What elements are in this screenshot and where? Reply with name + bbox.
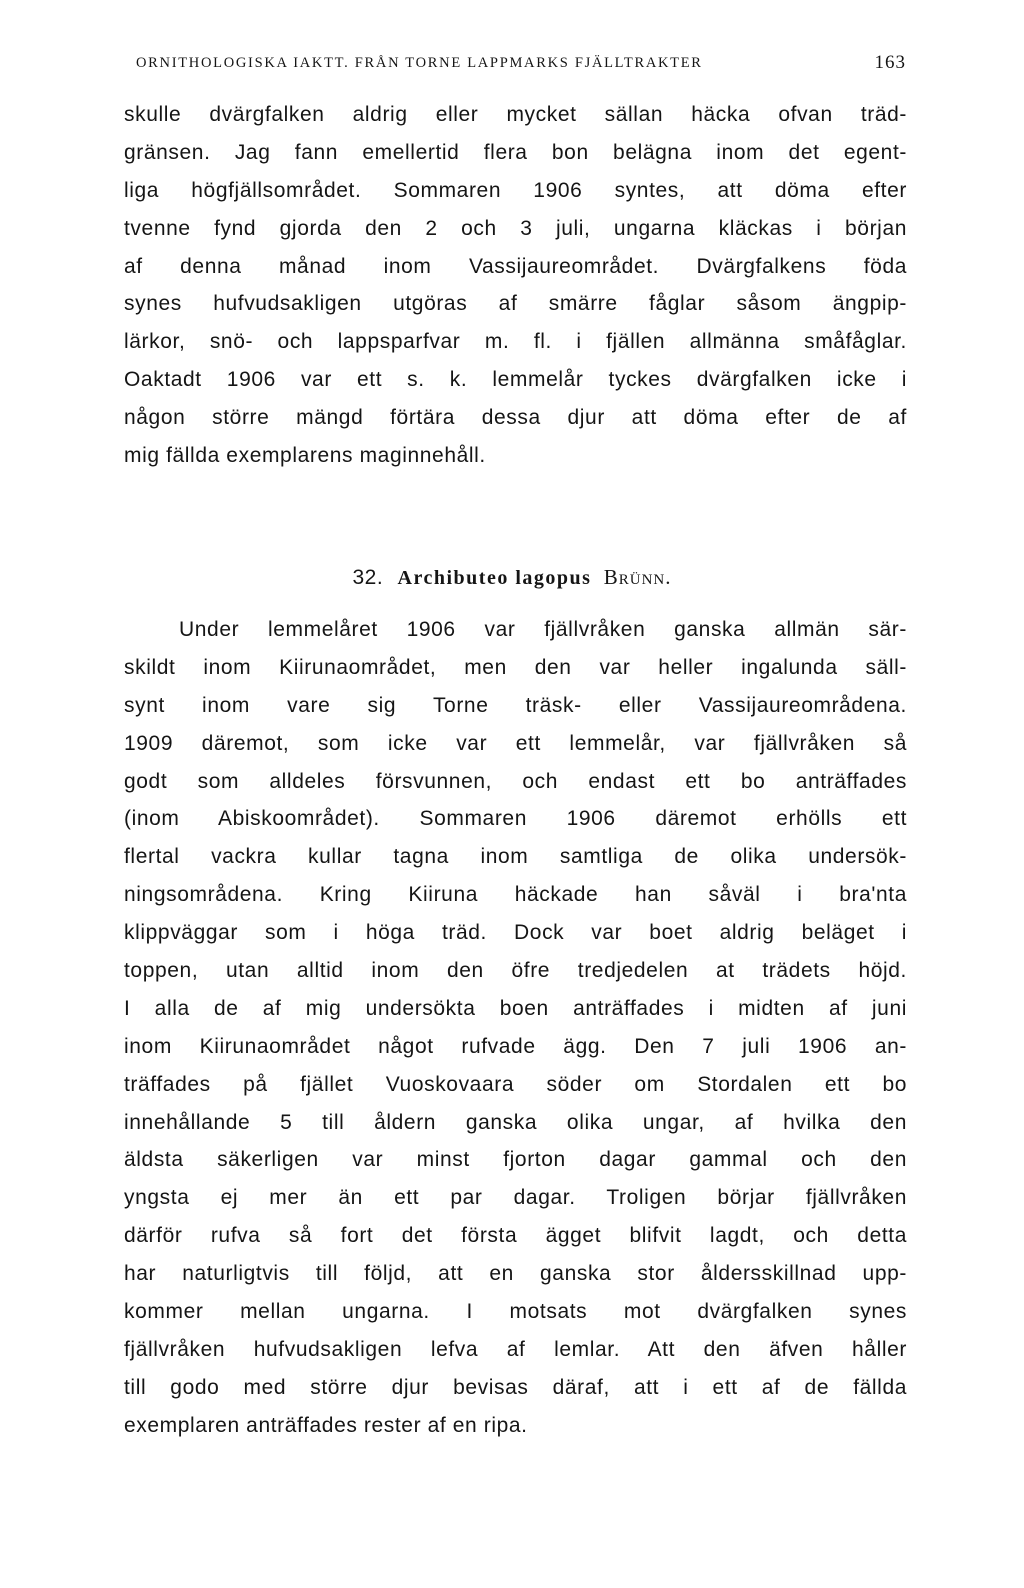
text-line: lärkor, snö- och lappsparfvar m. fl. i fjällen allmänna småfåglar. <box>124 330 907 354</box>
text-line: I alla de af mig undersökta boen anträffades i midten af juni <box>124 996 907 1020</box>
text-line: godt som alldeles försvunnen, och endast ett bo anträffades <box>124 769 907 793</box>
text-line: ningsområdena. Kring Kiiruna häckade han såväl i bra'nta <box>124 883 907 907</box>
text-line: skildt inom Kiirunaområdet, men den var heller ingalunda säll- <box>124 655 907 679</box>
text-line: flertal vackra kullar tagna inom samtliga de olika undersök- <box>124 845 907 869</box>
page-number: 163 <box>874 52 906 73</box>
section-heading <box>0 557 1024 597</box>
text-line: kommer mellan ungarna. I motsats mot dvärgfalken synes <box>124 1300 907 1324</box>
text-line: har naturligtvis till följd, att en ganska stor åldersskillnad upp- <box>124 1262 907 1286</box>
text-line: yngsta ej mer än ett par dagar. Troligen börjar fjällvråken <box>124 1186 907 1210</box>
text-line: äldsta säkerligen var minst fjorton dagar gammal och den <box>124 1148 907 1172</box>
text-line: synt inom vare sig Torne träsk- eller Vassijaureområdena. <box>124 693 907 717</box>
text-line: 1909 däremot, som icke var ett lemmelår, var fjällvråken så <box>124 731 907 755</box>
species-name: Archibuteo lagopus <box>397 567 592 589</box>
text-line: någon större mängd förtära dessa djur att döma efter de af <box>124 406 907 430</box>
text-line: innehållande 5 till åldern ganska olika ungar, af hvilka den <box>124 1110 907 1134</box>
text-line: träffades på fjället Vuoskovaara söder om Stordalen ett bo <box>124 1072 907 1096</box>
paragraph-fjallvraken <box>124 611 907 1445</box>
text-line: Under lemmelåret 1906 var fjällvråken ganska allmän sär- <box>179 618 907 641</box>
text-line: synes hufvudsakligen utgöras af smärre fåglar såsom ängpip- <box>124 292 907 316</box>
text-line: Oaktadt 1906 var ett s. k. lemmelår tyckes dvärgfalken icke i <box>124 368 907 392</box>
text-line: inom Kiirunaområdet något rufvade ägg. Den 7 juli 1906 an- <box>124 1034 907 1058</box>
running-head <box>136 52 906 74</box>
species-author: Brünn. <box>603 565 672 589</box>
text-line: exemplaren anträffades rester af en ripa. <box>124 1413 528 1437</box>
paragraph-dvargfalken <box>124 96 907 475</box>
text-line: till godo med större djur bevisas däraf, att i ett af de fällda <box>124 1375 907 1399</box>
text-line: skulle dvärgfalken aldrig eller mycket sällan häcka ofvan träd- <box>124 103 907 126</box>
running-head-title: ORNITHOLOGISKA IAKTT. FRÅN TORNE LAPPMARKS FJÄLLTRAKTER <box>136 55 703 71</box>
section-number: 32. <box>352 566 384 589</box>
text-line: (inom Abiskoområdet). Sommaren 1906 däremot erhölls ett <box>124 807 907 831</box>
text-line: därför rufva så fort det första ägget blifvit lagdt, och detta <box>124 1224 907 1248</box>
text-line: tvenne fynd gjorda den 2 och 3 juli, ungarna kläckas i början <box>124 216 907 240</box>
text-line: gränsen. Jag fann emellertid flera bon belägna inom det egent- <box>124 140 907 164</box>
text-line: toppen, utan alltid inom den öfre tredjedelen at trädets höjd. <box>124 959 907 983</box>
text-line: mig fällda exemplarens maginnehåll. <box>124 444 486 468</box>
text-line: klippväggar som i höga träd. Dock var boet aldrig beläget i <box>124 921 907 945</box>
text-line: fjällvråken hufvudsakligen lefva af lemlar. Att den äfven håller <box>124 1337 907 1361</box>
text-line: liga högfjällsområdet. Sommaren 1906 syntes, att döma efter <box>124 178 907 202</box>
text-line: af denna månad inom Vassijaureområdet. Dvärgfalkens föda <box>124 254 907 278</box>
